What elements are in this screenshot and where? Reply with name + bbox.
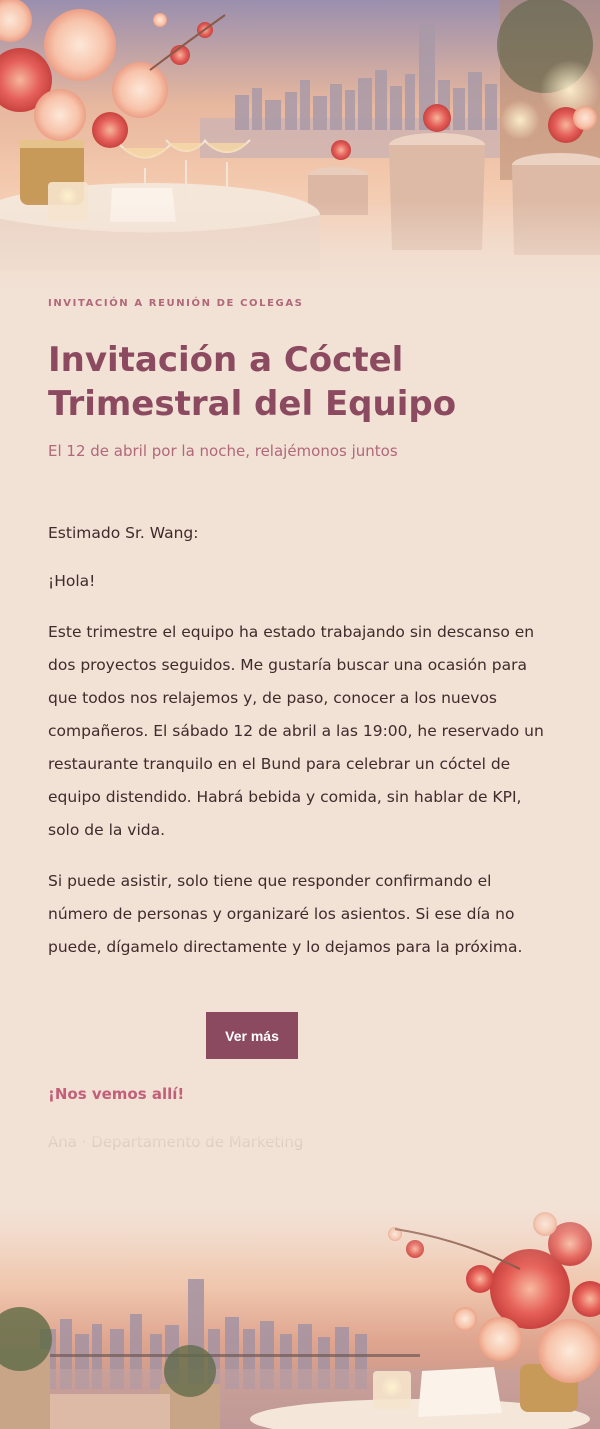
hero-image-top xyxy=(0,0,600,300)
body-paragraph-1: Este trimestre el equipo ha estado trabajando sin descanso en dos proyectos seguidos. Me gustaría buscar una ocasión para que todos nos relajemos y, de paso, conocer a los nuevos compañeros. El sábado 12 de abril a las 19:00, he reservado un restaurante tranquilo en el Bund para celebrar un cóctel de equipo distendido. Habrá bebida y comida, sin hablar de KPI, solo de la vida. xyxy=(48,623,544,839)
see-more-button[interactable]: Ver más xyxy=(206,1012,298,1059)
page-title: Invitación a Cóctel Trimestral del Equipo xyxy=(48,340,457,424)
closing-line: ¡Nos vemos allí! xyxy=(48,1085,185,1103)
hello-line: ¡Hola! xyxy=(48,572,96,590)
hero-image-bottom xyxy=(0,1129,600,1429)
eyebrow-label: INVITACIÓN A REUNIÓN DE COLEGAS xyxy=(48,298,304,309)
subtitle: El 12 de abril por la noche, relajémonos juntos xyxy=(48,442,398,460)
greeting: Estimado Sr. Wang: xyxy=(48,524,199,542)
body-paragraph-2: Si puede asistir, solo tiene que responder confirmando el número de personas y organizaré los asientos. Si ese día no puede, dígamelo directamente y lo dejamos para la próxima. xyxy=(48,872,523,956)
